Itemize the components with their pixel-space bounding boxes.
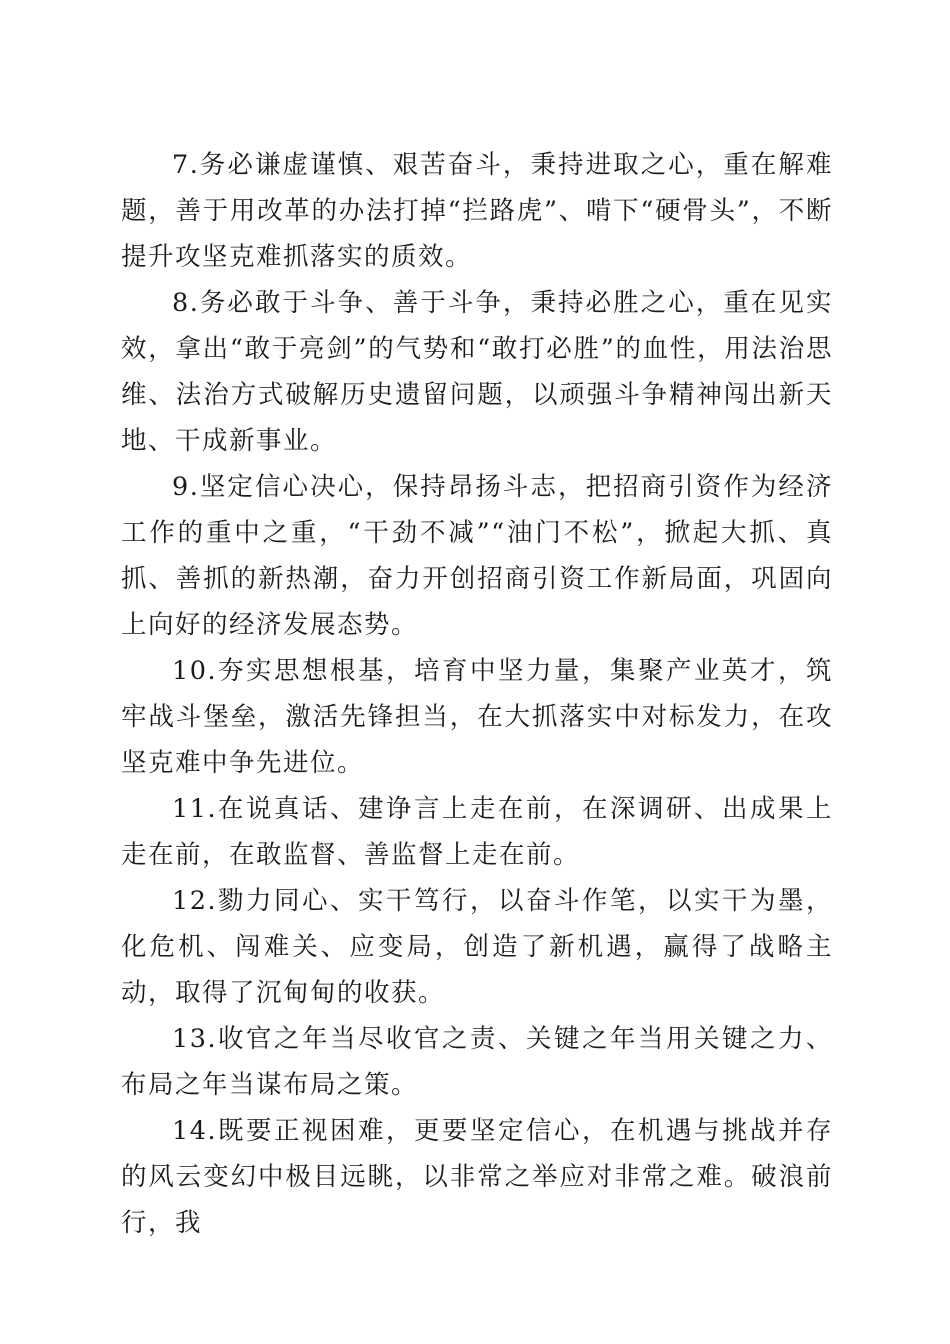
paragraph-7: 7.务必谦虚谨慎、艰苦奋斗，秉持进取之心，重在解难题，善于用改革的办法打掉“拦路虎”、啃下“硬骨头”，不断提升攻坚克难抓落实的质效。: [121, 150, 833, 272]
paragraph-12: 12.勠力同心、实干笃行，以奋斗作笔，以实干为墨，化危机、闯难关、应变局，创造了新机遇，赢得了战略主动，取得了沉甸甸的收获。: [121, 886, 833, 1008]
document-body: [121, 142, 833, 1246]
paragraph-13: 13.收官之年当尽收官之责、关键之年当用关键之力、布局之年当谋布局之策。: [121, 1024, 833, 1100]
paragraph-14: 14.既要正视困难，更要坚定信心，在机遇与挑战并存的风云变幻中极目远眺，以非常之举应对非常之难。破浪前行，我: [121, 1116, 833, 1238]
paragraph-11: 11.在说真话、建诤言上走在前，在深调研、出成果上走在前，在敢监督、善监督上走在前。: [121, 794, 833, 870]
paragraph-9: 9.坚定信心决心，保持昂扬斗志，把招商引资作为经济工作的重中之重，“干劲不减”“油门不松”，掀起大抓、真抓、善抓的新热潮，奋力开创招商引资工作新局面，巩固向上向好的经济发展态势。: [121, 472, 833, 640]
paragraph-8: 8.务必敢于斗争、善于斗争，秉持必胜之心，重在见实效，拿出“敢于亮剑”的气势和“敢打必胜”的血性，用法治思维、法治方式破解历史遗留问题，以顽强斗争精神闯出新天地、干成新事业。: [121, 288, 833, 456]
paragraph-10: 10.夯实思想根基，培育中坚力量，集聚产业英才，筑牢战斗堡垒，激活先锋担当，在大抓落实中对标发力，在攻坚克难中争先进位。: [121, 656, 833, 778]
